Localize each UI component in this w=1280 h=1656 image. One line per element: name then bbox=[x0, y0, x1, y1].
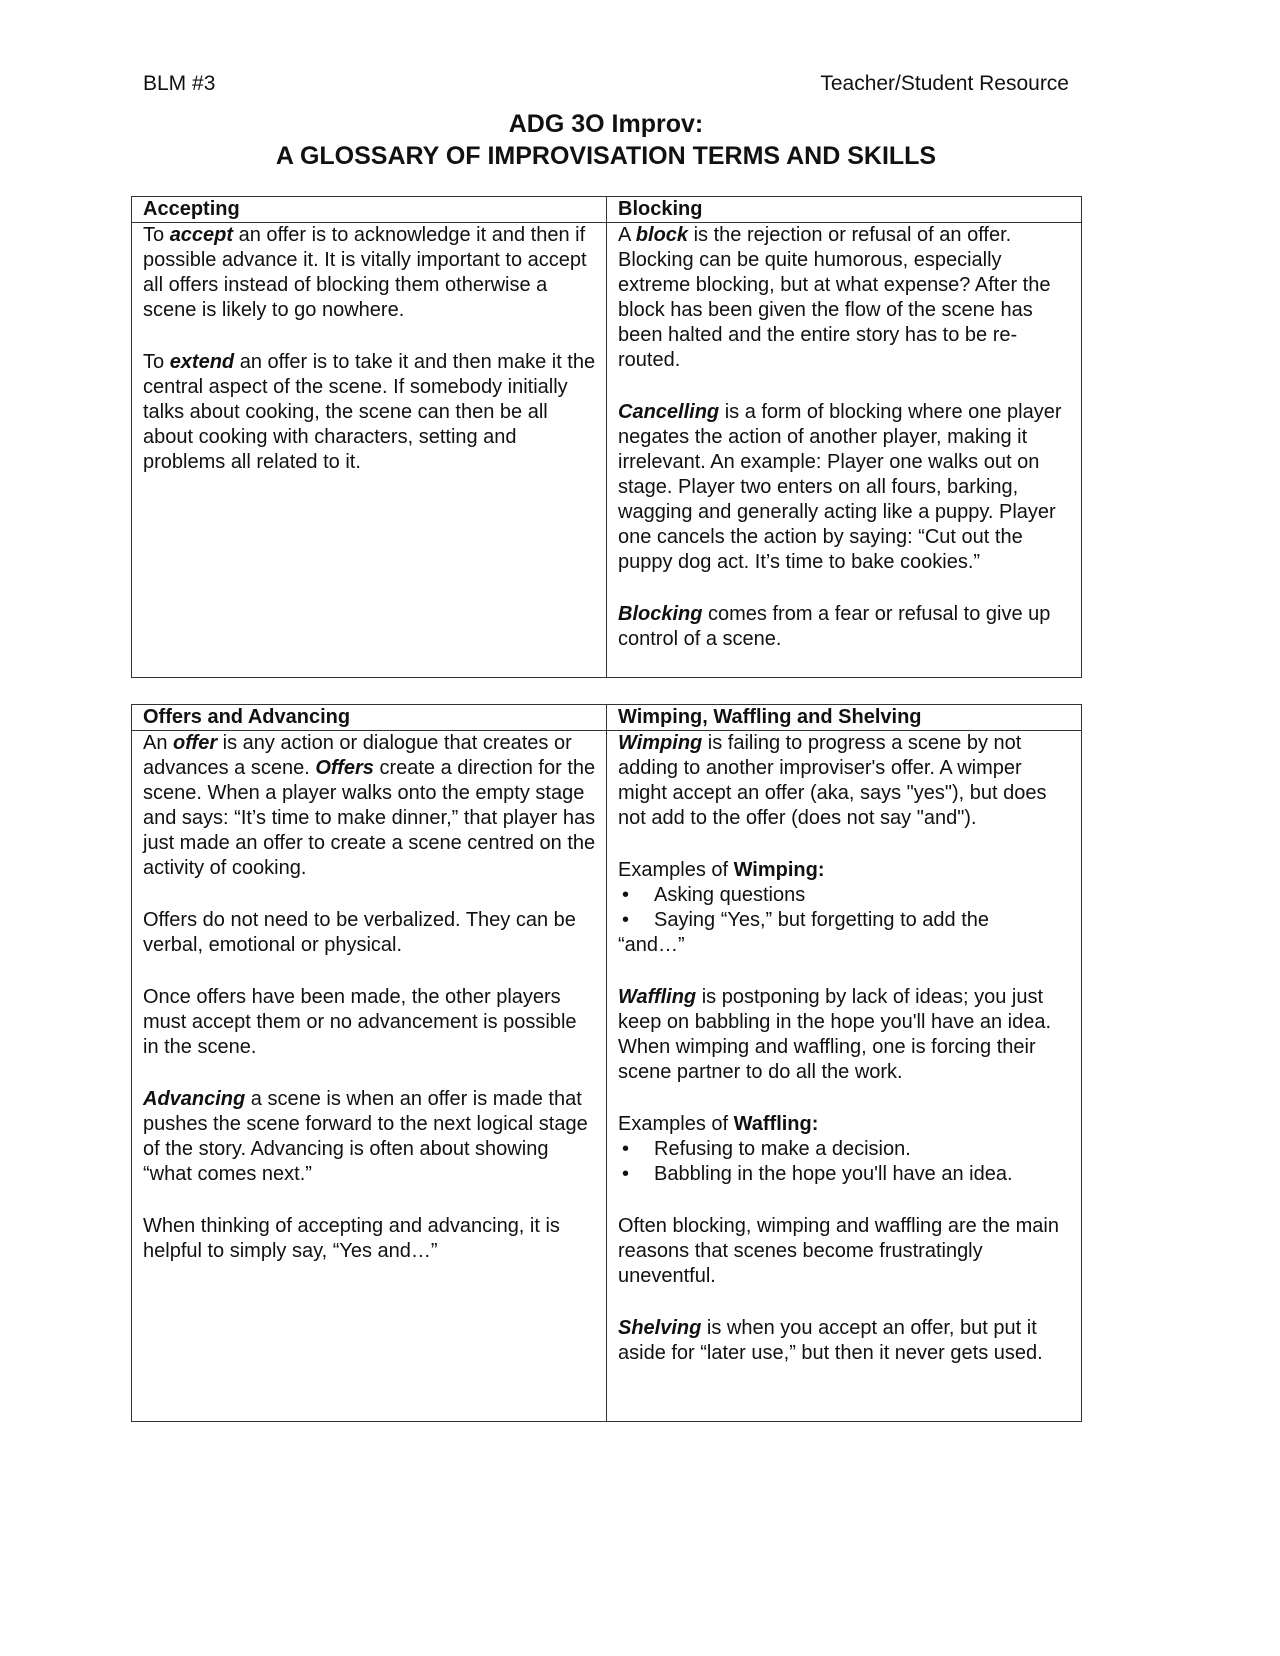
bullet-text: Refusing to make a decision. bbox=[654, 1138, 911, 1160]
bullet-icon: • bbox=[622, 1163, 630, 1185]
paragraph bbox=[143, 985, 596, 1060]
term-emphasis: Wimping bbox=[618, 732, 703, 754]
page-title: ADG 3O Improv: bbox=[508, 110, 704, 138]
text-segment: is when you accept an offer, but put it aside for “later use,” but then it never gets used. bbox=[618, 1317, 1043, 1364]
text-segment: is the rejection or refusal of an offer. Blocking can be quite humorous, especially extreme blocking, but at what expense? After the block has been given the flow of the scene has been halted and the entire story has to be re-routed. bbox=[618, 224, 1051, 371]
text-segment: To bbox=[143, 224, 170, 246]
paragraph bbox=[618, 731, 1071, 831]
text-segment: a scene is when an offer is made that pushes the scene forward to the next logical stage of the story. Advancing is often about showing “what comes next.” bbox=[143, 1088, 588, 1185]
paragraph bbox=[618, 1214, 1071, 1289]
text-segment: To bbox=[143, 351, 170, 373]
term-emphasis: Blocking bbox=[618, 603, 703, 625]
term-definition bbox=[132, 731, 607, 1422]
term-heading: Accepting bbox=[132, 197, 607, 223]
text-segment: an offer is to take it and then make it the central aspect of the scene. If somebody initially talks about cooking, the scene can then be all about cooking with characters, setting and problems all related to it. bbox=[143, 351, 596, 473]
document-code: BLM #3 bbox=[143, 72, 216, 95]
bullet-item bbox=[618, 1162, 1071, 1187]
bullet-item bbox=[618, 1137, 1071, 1162]
bullet-text: Saying “Yes,” but forgetting to add the bbox=[654, 909, 990, 931]
term-emphasis: Cancelling bbox=[618, 401, 720, 423]
text-segment: an offer is to acknowledge it and then if possible advance it. It is vitally important to accept all offers instead of blocking them otherwise a scene is likely to go nowhere. bbox=[143, 224, 587, 321]
bullet-text: Asking questions bbox=[654, 884, 806, 906]
paragraph bbox=[143, 731, 596, 881]
paragraph bbox=[618, 602, 1071, 652]
text-segment: create a direction for the scene. When a player walks onto the empty stage and says: “It’s time to make dinner,” that player has just made an offer to create a scene centred on the activity of cooking. bbox=[143, 757, 596, 879]
text-segment: is a form of blocking where one player negates the action of another player, making it irrelevant. An example: Player one walks out on stage. Player two enters on all fours, barking, wagging and generally acting like a puppy. Player one cancels the action by saying: “Cut out the puppy dog act. It’s time to bake cookies.” bbox=[618, 401, 1062, 573]
term-emphasis: accept bbox=[169, 224, 234, 246]
paragraph bbox=[618, 1316, 1071, 1366]
text-segment: A bbox=[618, 224, 636, 246]
paragraph bbox=[618, 400, 1071, 575]
paragraph bbox=[618, 858, 1071, 958]
continuation-text: “and…” bbox=[618, 934, 685, 956]
bullet-icon: • bbox=[622, 1138, 630, 1160]
bullet-item bbox=[618, 883, 1071, 908]
term-emphasis: offer bbox=[173, 732, 218, 754]
bullet-list bbox=[618, 1137, 1071, 1187]
term-heading: Blocking bbox=[607, 197, 1082, 223]
term-emphasis: Shelving bbox=[618, 1317, 702, 1339]
page-subtitle: A GLOSSARY OF IMPROVISATION TERMS AND SKILLS bbox=[275, 142, 937, 170]
bullet-text: Babbling in the hope you'll have an idea. bbox=[654, 1163, 1013, 1185]
bold-text: Wimping: bbox=[733, 859, 825, 881]
text-segment: When thinking of accepting and advancing, it is helpful to simply say, “Yes and…” bbox=[143, 1215, 560, 1262]
paragraph bbox=[618, 223, 1071, 373]
text-segment: Examples of bbox=[618, 859, 734, 881]
text-segment: Examples of bbox=[618, 1113, 734, 1135]
glossary-table-1 bbox=[131, 196, 1082, 678]
bullet-icon: • bbox=[622, 909, 630, 931]
resource-type: Teacher/Student Resource bbox=[820, 72, 1069, 95]
term-emphasis: Offers bbox=[315, 757, 374, 779]
bullet-icon: • bbox=[622, 884, 630, 906]
bold-text: Waffling: bbox=[733, 1113, 819, 1135]
paragraph bbox=[618, 985, 1071, 1085]
text-segment: is postponing by lack of ideas; you just keep on babbling in the hope you'll have an idea. When wimping and waffling, one is forcing their scene partner to do all the work. bbox=[618, 986, 1052, 1083]
term-heading: Offers and Advancing bbox=[132, 705, 607, 731]
term-definition bbox=[607, 731, 1082, 1422]
paragraph bbox=[143, 1087, 596, 1187]
text-segment: Once offers have been made, the other players must accept them or no advancement is possible in the scene. bbox=[143, 986, 577, 1058]
bullet-list bbox=[618, 883, 1071, 933]
paragraph bbox=[618, 1112, 1071, 1187]
term-heading: Wimping, Waffling and Shelving bbox=[607, 705, 1082, 731]
paragraph bbox=[143, 350, 596, 475]
text-segment: Often blocking, wimping and waffling are the main reasons that scenes become frustratingly uneventful. bbox=[618, 1215, 1059, 1287]
term-definition bbox=[132, 223, 607, 678]
text-segment: is failing to progress a scene by not adding to another improviser's offer. A wimper might accept an offer (aka, says "yes"), but does not add to the offer (does not say "and"). bbox=[618, 732, 1047, 829]
text-segment: An bbox=[143, 732, 174, 754]
bullet-item bbox=[618, 908, 1071, 933]
text-segment: comes from a fear or refusal to give up control of a scene. bbox=[618, 603, 1051, 650]
text-segment: is any action or dialogue that creates or advances a scene. bbox=[143, 732, 572, 779]
paragraph bbox=[143, 223, 596, 323]
paragraph bbox=[143, 1214, 596, 1264]
glossary-table-2 bbox=[131, 704, 1082, 1422]
term-emphasis: extend bbox=[169, 351, 235, 373]
term-definition bbox=[607, 223, 1082, 678]
text-segment: Offers do not need to be verbalized. They can be verbal, emotional or physical. bbox=[143, 909, 576, 956]
term-emphasis: block bbox=[635, 224, 689, 246]
term-emphasis: Advancing bbox=[143, 1088, 246, 1110]
paragraph bbox=[143, 908, 596, 958]
term-emphasis: Waffling bbox=[618, 986, 697, 1008]
